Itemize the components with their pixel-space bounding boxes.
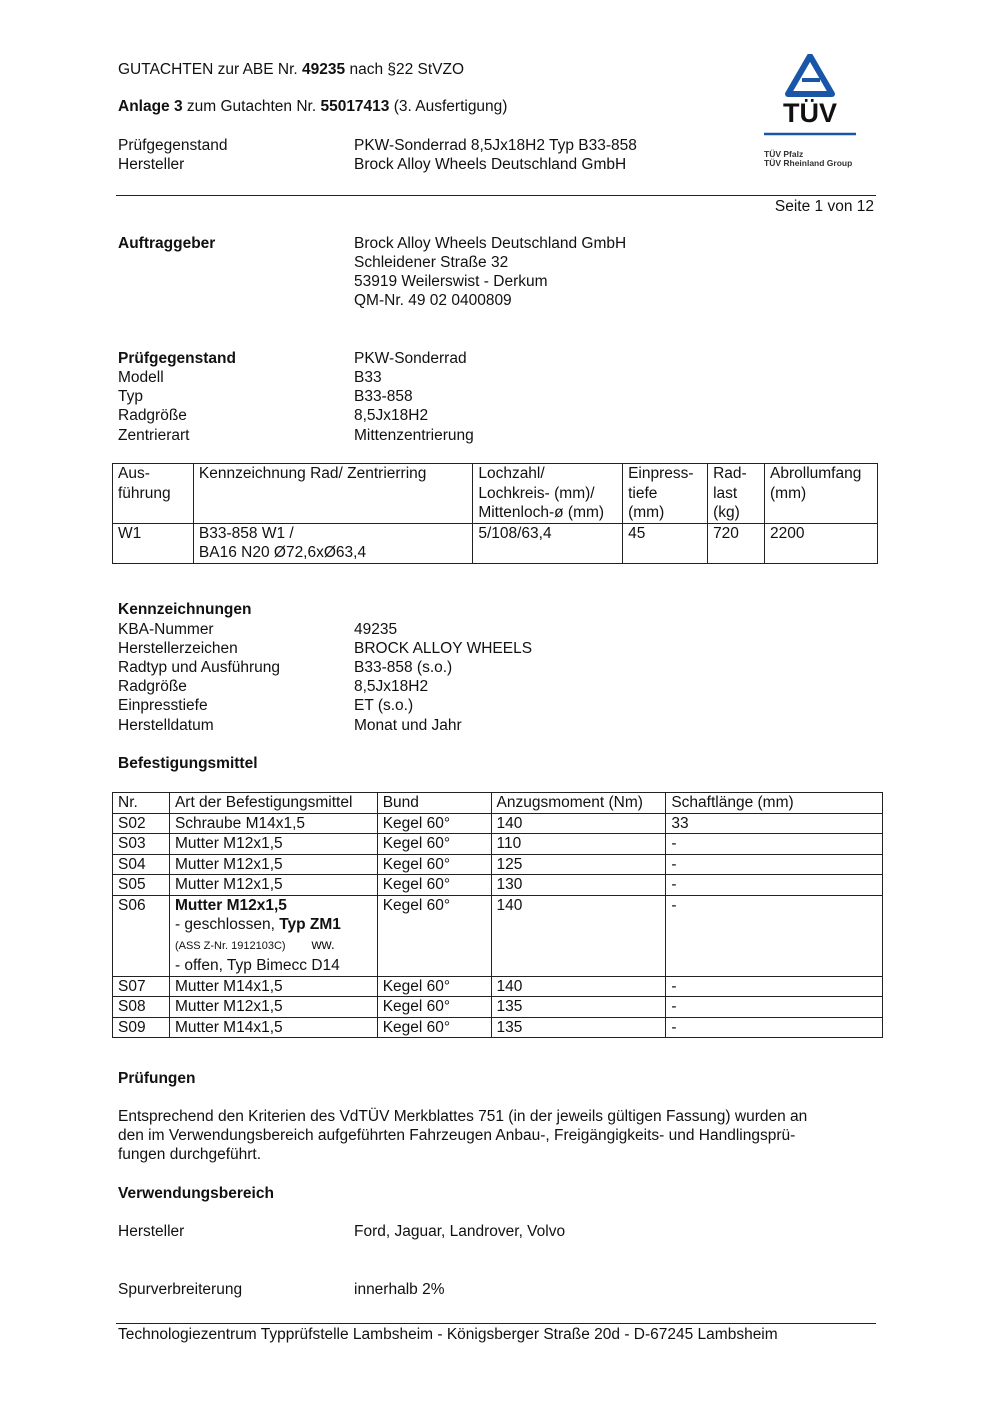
header-manufacturer-value: Brock Alloy Wheels Deutschland GmbH — [354, 156, 627, 173]
marking-label-5: Herstelldatum — [118, 717, 214, 734]
usage-manufacturer-label: Hersteller — [118, 1223, 185, 1240]
table-cell: Kegel 60° — [377, 875, 491, 896]
table-cell: - — [666, 875, 883, 896]
table-row — [113, 976, 883, 997]
table-cell: 2200 — [765, 523, 878, 563]
table-cell: - — [666, 1017, 883, 1038]
client-line-2: Schleidener Straße 32 — [354, 254, 509, 271]
subject-value-1: B33 — [354, 369, 382, 386]
marking-label-0: KBA-Nummer — [118, 621, 214, 638]
table-cell: 130 — [491, 875, 666, 896]
table-row — [113, 1017, 883, 1038]
table-cell: 140 — [491, 813, 666, 834]
fasteners-table-header — [113, 793, 883, 814]
client-label: Auftraggeber — [118, 235, 216, 252]
table-cell: S08 — [113, 997, 170, 1018]
marking-label-3: Radgröße — [118, 678, 187, 695]
subject-value-2: B33-858 — [354, 388, 413, 405]
usage-manufacturer-value: Ford, Jaguar, Landrover, Volvo — [354, 1223, 566, 1240]
table-cell: 5/108/63,4 — [473, 523, 623, 563]
table-cell: Kegel 60° — [377, 854, 491, 875]
table-cell: W1 — [113, 523, 194, 563]
header-cell: Kennzeichnung Rad/ Zentrierring — [193, 464, 472, 524]
report-title: GUTACHTEN zur ABE Nr. 49235 nach §22 StVZO — [118, 61, 465, 78]
table-cell: Kegel 60° — [377, 976, 491, 997]
usage-title: Verwendungsbereich — [118, 1185, 274, 1202]
table-cell: 33 — [666, 813, 883, 834]
table-cell: B33-858 W1 / BA16 N20 Ø72,6xØ63,4 — [193, 523, 472, 563]
header-subject-value: PKW-Sonderrad 8,5Jx18H2 Typ B33-858 — [354, 137, 637, 154]
table-cell: Kegel 60° — [377, 834, 491, 855]
table-cell: Mutter M14x1,5 — [169, 976, 377, 997]
usage-track-label: Spurverbreiterung — [118, 1281, 243, 1298]
client-line-4: QM-Nr. 49 02 0400809 — [354, 292, 512, 309]
client-line-3: 53919 Weilerswist - Derkum — [354, 273, 548, 290]
table-cell: S06 — [113, 895, 170, 976]
table-cell: 135 — [491, 997, 666, 1018]
marking-label-1: Herstellerzeichen — [118, 640, 238, 657]
subject-label-0: Prüfgegenstand — [118, 350, 236, 367]
header-cell: Lochzahl/ Lochkreis- (mm)/ Mittenloch-ø (mm) — [473, 464, 623, 524]
table-cell: S07 — [113, 976, 170, 997]
table-cell: - — [666, 854, 883, 875]
header-subject-label: Prüfgegenstand — [118, 137, 228, 154]
header-cell: Schaftlänge (mm) — [666, 793, 883, 814]
tests-line-3: fungen durchgeführt. — [118, 1146, 262, 1163]
markings-title: Kennzeichnungen — [118, 601, 252, 618]
subject-value-0: PKW-Sonderrad — [354, 350, 467, 367]
header-cell: Bund — [377, 793, 491, 814]
table-cell: - — [666, 997, 883, 1018]
marking-label-4: Einpresstiefe — [118, 697, 208, 714]
marking-value-2: B33-858 (s.o.) — [354, 659, 453, 676]
header-cell: Rad- last (kg) — [708, 464, 765, 524]
subject-value-3: 8,5Jx18H2 — [354, 407, 429, 424]
table-cell: Schraube M14x1,5 — [169, 813, 377, 834]
tuv-wordmark: TÜV — [783, 98, 837, 128]
table-cell: S09 — [113, 1017, 170, 1038]
table-row — [113, 834, 883, 855]
table-cell: 110 — [491, 834, 666, 855]
table-cell: Kegel 60° — [377, 813, 491, 834]
header-manufacturer-label: Hersteller — [118, 156, 185, 173]
table-cell: - — [666, 976, 883, 997]
table-row — [113, 523, 878, 563]
table-cell: - — [666, 895, 883, 976]
tests-title: Prüfungen — [118, 1070, 196, 1087]
annex-title: Anlage 3 zum Gutachten Nr. 55017413 (3. Ausfertigung) — [118, 98, 508, 115]
footer-divider — [116, 1323, 876, 1324]
tuv-line1: TÜV Pfalz — [764, 149, 804, 159]
fasteners-title: Befestigungsmittel — [118, 755, 258, 772]
table-row — [113, 854, 883, 875]
usage-track-value: innerhalb 2% — [354, 1281, 445, 1298]
table-cell: S02 — [113, 813, 170, 834]
marking-label-2: Radtyp und Ausführung — [118, 659, 281, 676]
table-cell: Mutter M12x1,5 — [169, 834, 377, 855]
table-cell: Mutter M12x1,5 — [169, 854, 377, 875]
header-cell: Abrollumfang (mm) — [765, 464, 878, 524]
marking-value-3: 8,5Jx18H2 — [354, 678, 429, 695]
subject-label-4: Zentrierart — [118, 427, 190, 444]
header-cell: Aus- führung — [113, 464, 194, 524]
table-cell: Kegel 60° — [377, 1017, 491, 1038]
table-cell: 125 — [491, 854, 666, 875]
header-cell: Anzugsmoment (Nm) — [491, 793, 666, 814]
header-cell: Einpress- tiefe (mm) — [623, 464, 708, 524]
wheel-table-header — [113, 464, 878, 524]
table-cell: Mutter M12x1,5 — [169, 997, 377, 1018]
marking-value-5: Monat und Jahr — [354, 717, 462, 734]
table-row — [113, 875, 883, 896]
subject-label-2: Typ — [118, 388, 143, 405]
tests-line-2: den im Verwendungsbereich aufgeführten Fahrzeugen Anbau-, Freigängigkeits- und Handlingsprü- — [118, 1127, 796, 1144]
table-cell: Kegel 60° — [377, 997, 491, 1018]
footer-text: Technologiezentrum Typprüfstelle Lambsheim - Königsberger Straße 20d - D-67245 Lambsheim — [118, 1326, 778, 1343]
table-cell: 140 — [491, 976, 666, 997]
table-cell: 720 — [708, 523, 765, 563]
client-line-1: Brock Alloy Wheels Deutschland GmbH — [354, 235, 627, 252]
marking-value-1: BROCK ALLOY WHEELS — [354, 640, 533, 657]
page-number: Seite 1 von 12 — [774, 198, 874, 215]
fasteners-table — [112, 792, 883, 1038]
table-cell: Mutter M12x1,5 — [169, 875, 377, 896]
table-row — [113, 895, 883, 976]
header-cell: Art der Befestigungsmittel — [169, 793, 377, 814]
table-row — [113, 813, 883, 834]
header-cell: Nr. — [113, 793, 170, 814]
table-cell: Mutter M12x1,5 - geschlossen, Typ ZM1 (ASS Z-Nr. 1912103C) ww. - offen, Typ Bimecc D14 — [169, 895, 377, 976]
table-cell: - — [666, 834, 883, 855]
marking-value-0: 49235 — [354, 621, 398, 638]
table-cell: 140 — [491, 895, 666, 976]
table-cell: Kegel 60° — [377, 895, 491, 976]
table-cell: S05 — [113, 875, 170, 896]
table-row — [113, 997, 883, 1018]
subject-value-4: Mittenzentrierung — [354, 427, 474, 444]
marking-value-4: ET (s.o.) — [354, 697, 414, 714]
tuv-logo — [762, 54, 858, 174]
subject-label-1: Modell — [118, 369, 164, 386]
subject-label-3: Radgröße — [118, 407, 187, 424]
header-divider — [116, 195, 876, 196]
table-cell: S04 — [113, 854, 170, 875]
wheel-table — [112, 463, 878, 564]
table-cell: S03 — [113, 834, 170, 855]
tuv-line2: TÜV Rheinland Group — [764, 158, 853, 168]
table-cell: 135 — [491, 1017, 666, 1038]
table-cell: 45 — [623, 523, 708, 563]
tests-line-1: Entsprechend den Kriterien des VdTÜV Merkblattes 751 (in der jeweils gültigen Fassung) wurden an — [118, 1108, 808, 1125]
table-cell: Mutter M14x1,5 — [169, 1017, 377, 1038]
